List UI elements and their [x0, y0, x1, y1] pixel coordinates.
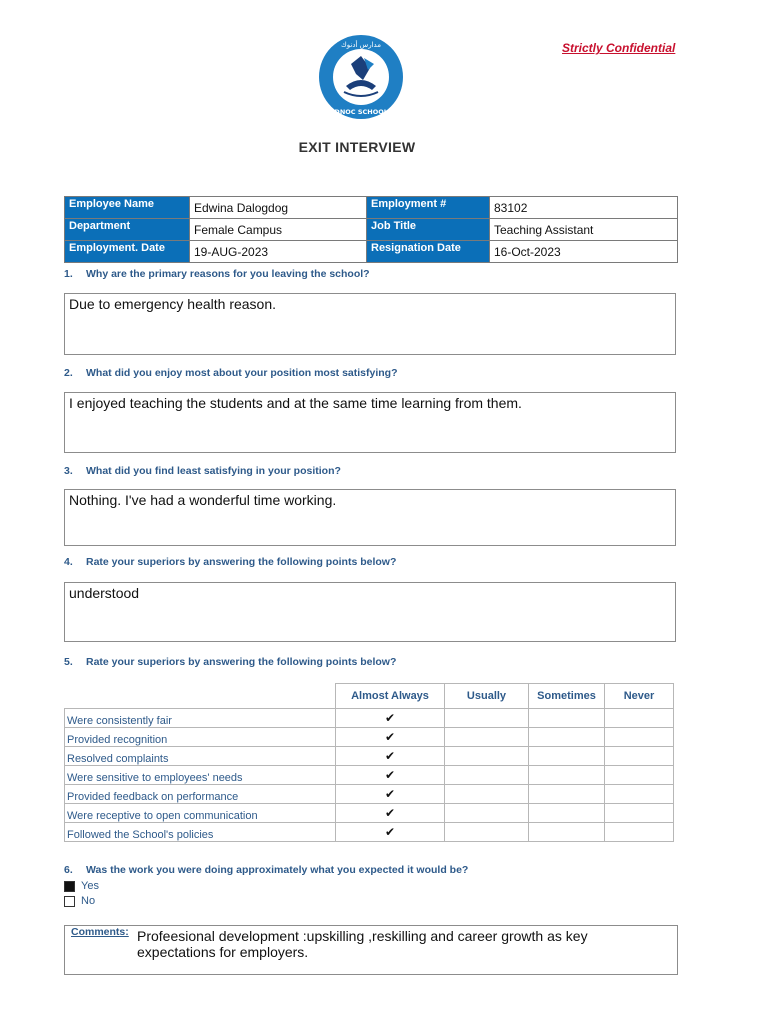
- rating-row-label: Were receptive to open communication: [65, 804, 336, 823]
- table-row: [65, 709, 674, 728]
- employment-no-label: Employment #: [367, 197, 490, 219]
- check-mark-icon: ✔: [336, 747, 445, 766]
- question-number: 4.: [64, 556, 73, 568]
- check-mark-icon: ✔: [336, 823, 445, 842]
- check-mark-icon: ✔: [336, 766, 445, 785]
- department-label: Department: [65, 219, 190, 241]
- table-row: [65, 728, 674, 747]
- rating-header-never: Never: [605, 684, 674, 709]
- question-number: 1.: [64, 268, 73, 280]
- table-row: [65, 766, 674, 785]
- question-text: What did you enjoy most about your position most satisfying?: [86, 367, 398, 379]
- check-mark-icon: ✔: [336, 785, 445, 804]
- check-mark-icon: ✔: [336, 728, 445, 747]
- comments-label: Comments:: [71, 926, 129, 938]
- question-5: [64, 656, 396, 668]
- rating-header-blank: [65, 684, 336, 709]
- question-2: [64, 367, 398, 379]
- answer-box-1: Due to emergency health reason.: [64, 293, 676, 355]
- check-mark-icon: ✔: [336, 709, 445, 728]
- resignation-date-label: Resignation Date: [367, 241, 490, 263]
- answer-box-2: I enjoyed teaching the students and at the same time learning from them.: [64, 392, 676, 453]
- rating-row-label: Were consistently fair: [65, 709, 336, 728]
- rating-row-label: Provided recognition: [65, 728, 336, 747]
- question-text: Why are the primary reasons for you leaving the school?: [86, 268, 370, 280]
- rating-header-almost-always: Almost Always: [336, 684, 445, 709]
- question-text: What did you find least satisfying in your position?: [86, 465, 341, 477]
- comments-box: [64, 925, 678, 975]
- table-row: [65, 804, 674, 823]
- department-value: Female Campus: [190, 219, 367, 241]
- page-title: EXIT INTERVIEW: [298, 139, 416, 155]
- answer-box-3: Nothing. I've had a wonderful time working.: [64, 489, 676, 546]
- svg-text:مدارس أدنوك: مدارس أدنوك: [341, 41, 381, 49]
- job-title-value: Teaching Assistant: [490, 219, 678, 241]
- table-row: [65, 823, 674, 842]
- question-6: [64, 864, 468, 876]
- rating-header-usually: Usually: [445, 684, 529, 709]
- checkbox-unchecked-icon[interactable]: [64, 896, 75, 907]
- rating-row-label: Followed the School's policies: [65, 823, 336, 842]
- question-1: [64, 268, 370, 280]
- question-number: 3.: [64, 465, 73, 477]
- employee-info-table: [64, 196, 678, 263]
- job-title-label: Job Title: [367, 219, 490, 241]
- option-yes[interactable]: [64, 880, 99, 892]
- employment-no-value: 83102: [490, 197, 678, 219]
- option-yes-label: Yes: [81, 880, 99, 892]
- superiors-rating-table: [64, 683, 674, 842]
- employment-date-value: 19-AUG-2023: [190, 241, 367, 263]
- rating-row-label: Resolved complaints: [65, 747, 336, 766]
- employee-name-label: Employee Name: [65, 197, 190, 219]
- confidential-label: Strictly Confidential: [562, 41, 676, 55]
- table-row: [65, 785, 674, 804]
- question-number: 6.: [64, 864, 73, 876]
- rating-row-label: Provided feedback on performance: [65, 785, 336, 804]
- question-text: Was the work you were doing approximately what you expected it would be?: [86, 864, 469, 876]
- checkbox-checked-icon[interactable]: [64, 881, 75, 892]
- option-no-label: No: [81, 895, 96, 907]
- question-3: [64, 465, 341, 477]
- adnoc-schools-logo: [318, 34, 404, 120]
- rating-header-sometimes: Sometimes: [529, 684, 605, 709]
- check-mark-icon: ✔: [336, 804, 445, 823]
- svg-text:ADNOC SCHOOLS: ADNOC SCHOOLS: [329, 108, 393, 116]
- answer-box-4: understood: [64, 582, 676, 642]
- employment-date-label: Employment. Date: [65, 241, 190, 263]
- rating-row-label: Were sensitive to employees' needs: [65, 766, 336, 785]
- resignation-date-value: 16-Oct-2023: [490, 241, 678, 263]
- table-row: [65, 747, 674, 766]
- question-4: [64, 556, 396, 568]
- question-text: Rate your superiors by answering the following points below?: [86, 656, 397, 668]
- question-number: 2.: [64, 367, 73, 379]
- employee-name-value: Edwina Dalogdog: [190, 197, 367, 219]
- question-number: 5.: [64, 656, 73, 668]
- comments-text: Profeesional development :upskilling ,reskilling and career growth as key expectations for employers.: [137, 928, 588, 960]
- question-text: Rate your superiors by answering the following points below?: [86, 556, 397, 568]
- option-no[interactable]: [64, 895, 95, 907]
